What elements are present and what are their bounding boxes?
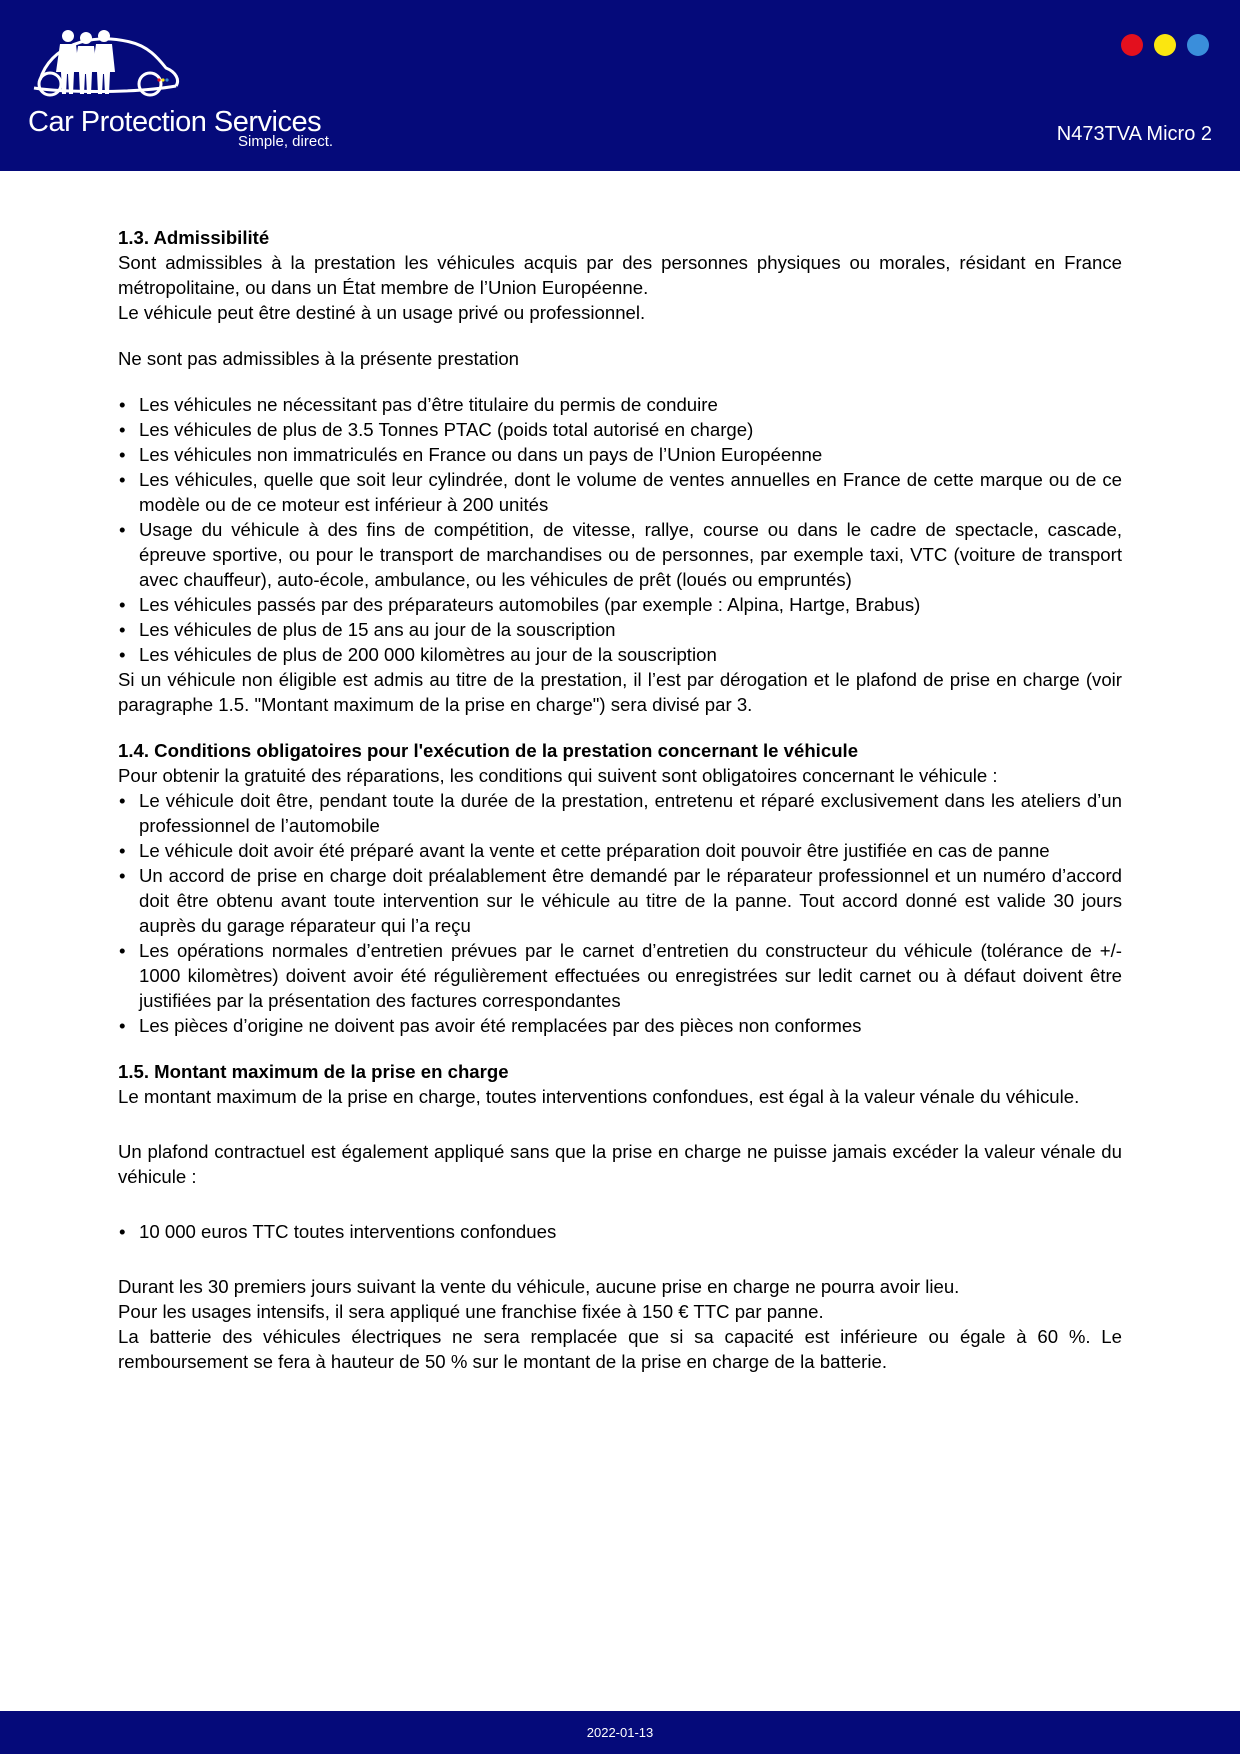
- bullet-list: [118, 788, 1122, 1038]
- yellow-dot: [1154, 34, 1176, 56]
- footer-date: 2022-01-13: [586, 1725, 654, 1740]
- list-item: • Un accord de prise en charge doit préalablement être demandé par le réparateur professionnel et un numéro d’accord doit être obtenu avant toute intervention sur le véhicule au titre de la panne. Tout accord donné est valide 30 jours auprès du garage réparateur qui l’a reçu: [118, 863, 1122, 938]
- list-item: • Le véhicule doit avoir été préparé avant la vente et cette préparation doit pouvoir être justifiée en cas de panne: [118, 838, 1122, 863]
- list-item: • Les véhicules non immatriculés en France ou dans un pays de l’Union Européenne: [118, 442, 1122, 467]
- list-item: • Usage du véhicule à des fins de compétition, de vitesse, rallye, course ou dans le cadre de spectacle, cascade, épreuve sportive, ou pour le transport de marchandises ou de personnes, par exemple taxi, VTC (voiture de transport avec chauffeur), auto-école, ambulance, ou les véhicules de prêt (loués ou empruntés): [118, 517, 1122, 592]
- list-item: • Les véhicules de plus de 15 ans au jour de la souscription: [118, 617, 1122, 642]
- list-item: • Le véhicule doit être, pendant toute la durée de la prestation, entretenu et réparé exclusivement dans les ateliers d’un professionnel de l’automobile: [118, 788, 1122, 838]
- paragraph: Pour obtenir la gratuité des réparations, les conditions qui suivent sont obligatoires concernant le véhicule :: [118, 765, 998, 786]
- paragraph: Pour les usages intensifs, il sera appliqué une franchise fixée à 150 € TTC par panne.: [118, 1301, 824, 1322]
- list-item: • Les véhicules de plus de 200 000 kilomètres au jour de la souscription: [118, 642, 1122, 667]
- paragraph: Durant les 30 premiers jours suivant la vente du véhicule, aucune prise en charge ne pourra avoir lieu.: [118, 1276, 960, 1297]
- list-item: • 10 000 euros TTC toutes interventions confondues: [118, 1219, 1122, 1244]
- list-item: • Les pièces d’origine ne doivent pas avoir été remplacées par des pièces non conformes: [118, 1013, 1122, 1038]
- list-item: • Les opérations normales d’entretien prévues par le carnet d’entretien du constructeur du véhicule (tolérance de +/- 1000 kilomètres) doivent avoir été régulièrement effectuées ou enregistrées sur ledit carnet ou à défaut doivent être justifiées par la présentation des factures correspondantes: [118, 938, 1122, 1013]
- paragraph: Le montant maximum de la prise en charge, toutes interventions confondues, est égal à la valeur vénale du véhicule.: [118, 1086, 1080, 1107]
- list-item: • Les véhicules ne nécessitant pas d’être titulaire du permis de conduire: [118, 392, 1122, 417]
- section-conditions: [118, 738, 1122, 1038]
- list-item: • Les véhicules passés par des préparateurs automobiles (par exemple : Alpina, Hartge, Brabus): [118, 592, 1122, 617]
- list-item: • Les véhicules de plus de 3.5 Tonnes PTAC (poids total autorisé en charge): [118, 417, 1122, 442]
- paragraph: La batterie des véhicules électriques ne sera remplacée que si sa capacité est inférieure ou égale à 60 %. Le remboursement se fera à hauteur de 50 % sur le montant de la prise en charge de la batterie.: [118, 1326, 1122, 1372]
- red-dot: [1121, 34, 1143, 56]
- brand-name: Car Protection Services: [28, 106, 322, 138]
- section-title: 1.4. Conditions obligatoires pour l'exécution de la prestation concernant le véhicule: [118, 740, 859, 761]
- paragraph: Sont admissibles à la prestation les véhicules acquis par des personnes physiques ou morales, résidant en France métropolitaine, ou dans un État membre de l’Union Européenne.: [118, 252, 1122, 298]
- brand-tagline: Simple, direct.: [238, 133, 334, 150]
- company-logo: [26, 28, 346, 153]
- paragraph: Ne sont pas admissibles à la présente prestation: [118, 348, 520, 369]
- section-title: 1.5. Montant maximum de la prise en charge: [118, 1061, 509, 1082]
- page-footer: [0, 1711, 1240, 1754]
- bullet-list: [118, 1219, 1122, 1244]
- blue-dot: [1187, 34, 1209, 56]
- bullet-list: [118, 392, 1122, 667]
- section-admissibilite: [118, 225, 1122, 717]
- document-reference: N473TVA Micro 2: [1056, 123, 1212, 145]
- people-car-logo-icon: [30, 28, 190, 108]
- color-dots: [1121, 34, 1209, 56]
- paragraph: Le véhicule peut être destiné à un usage privé ou professionnel.: [118, 302, 646, 323]
- section-title: 1.3. Admissibilité: [118, 227, 270, 248]
- list-item: • Les véhicules, quelle que soit leur cylindrée, dont le volume de ventes annuelles en France de cette marque ou de ce modèle ou de ce moteur est inférieur à 200 unités: [118, 467, 1122, 517]
- page-header: [0, 0, 1240, 171]
- paragraph: Si un véhicule non éligible est admis au titre de la prestation, il l’est par dérogation et le plafond de prise en charge (voir paragraphe 1.5. "Montant maximum de la prise en charge") sera divisé par 3.: [118, 669, 1122, 715]
- section-montant-maximum: [118, 1059, 1122, 1374]
- document-body: [118, 225, 1122, 1374]
- paragraph: Un plafond contractuel est également appliqué sans que la prise en charge ne puisse jamais excéder la valeur vénale du véhicule :: [118, 1141, 1122, 1187]
